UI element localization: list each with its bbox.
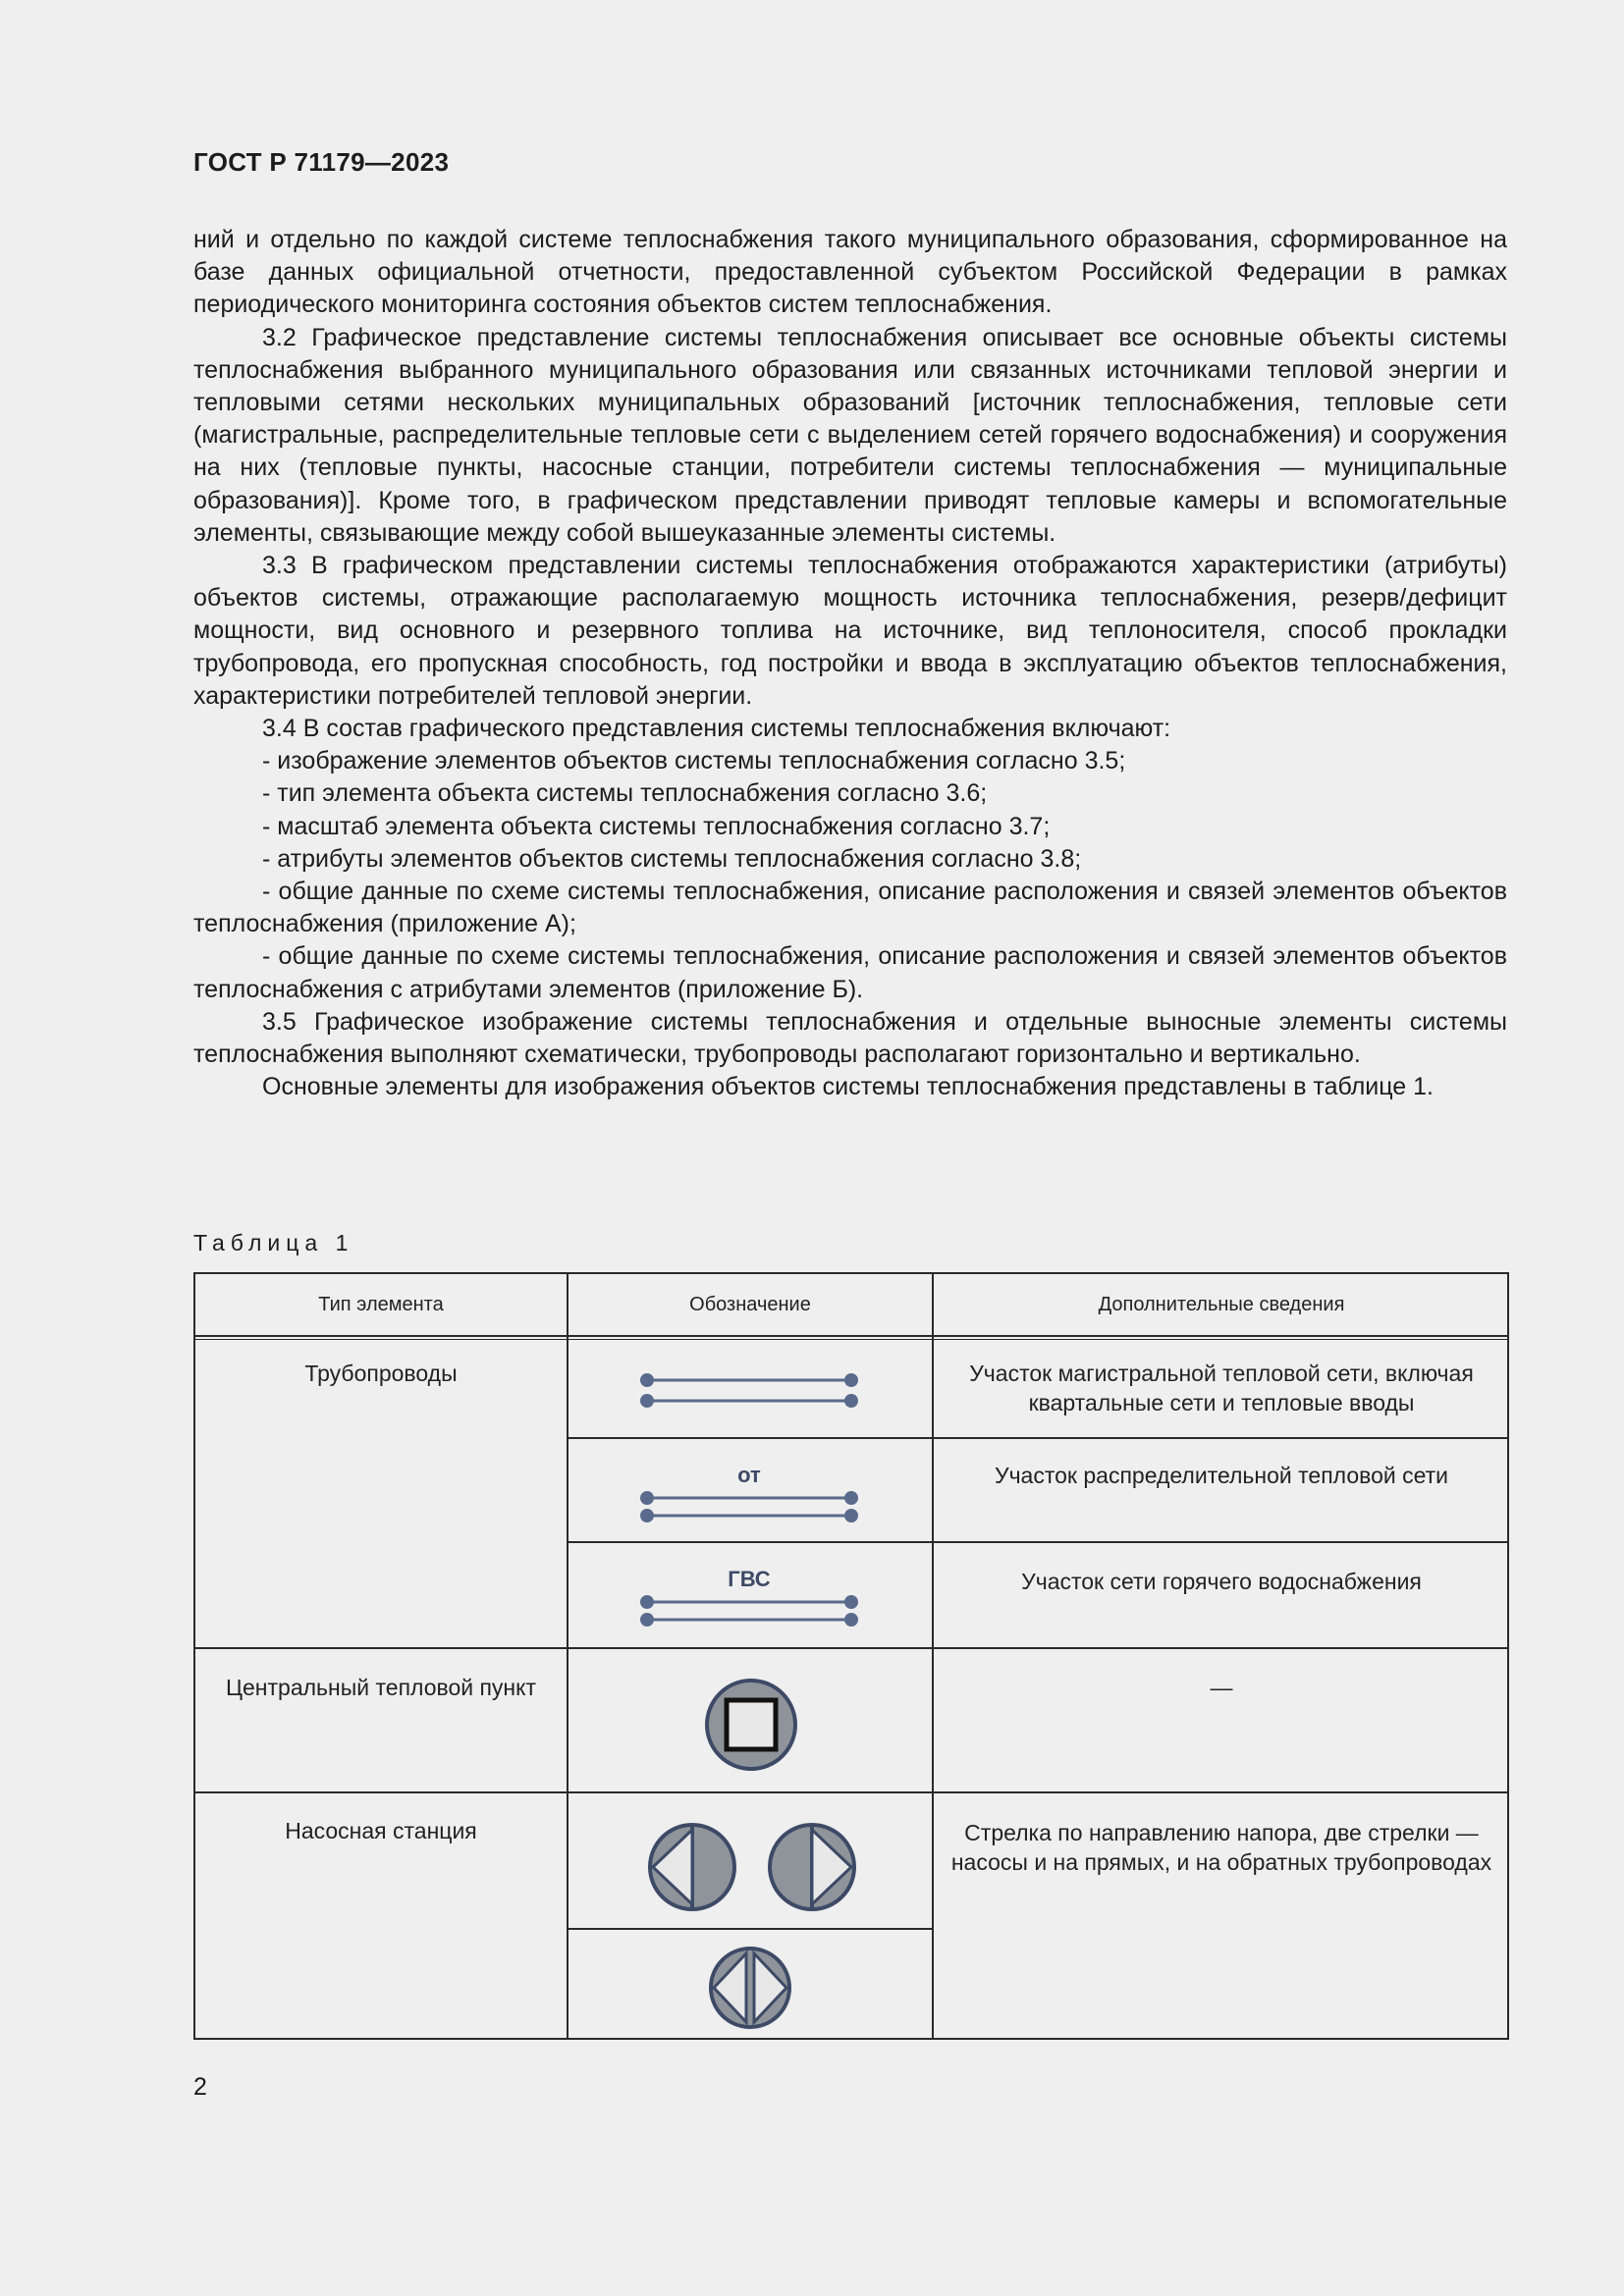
cell-ctp-info: — (1210, 1675, 1233, 1700)
paragraph-3-2: 3.2 Графическое представление системы теплоснабжения описывает все основные объекты системы теплоснабжения выбранного муниципального образования или связанных источниками тепловой энергии и тепловыми сетями нескольких муниципальных образований [источник теплоснабжения, тепловые сети (магистральные, распределительные тепловые сети с выделением сетей горячего водоснабжения) и сооружения на них (тепловые пункты, насосные станции, потребители системы теплоснабжения — муниципальные образования)]. Кроме того, в графическом представлении приводят тепловые камеры и вспомогательные элементы, связывающие между собой вышеуказанные элементы системы. (193, 323, 1507, 547)
pump-double-icon (706, 1944, 794, 2032)
column-divider (567, 1274, 568, 2038)
cell-dist-info: Участок распределительной тепловой сети (994, 1463, 1449, 1488)
header-info: Дополнительные сведения (1098, 1293, 1345, 1315)
row-divider (567, 1541, 1507, 1543)
header-rule (195, 1339, 1507, 1340)
hot-water-pipeline-icon (637, 1563, 873, 1631)
cell-pump: Насосная станция (285, 1818, 477, 1843)
distribution-pipeline-icon (637, 1459, 873, 1527)
cell-pipelines: Трубопроводы (304, 1361, 458, 1386)
header-rule (195, 1335, 1507, 1337)
distribution-pipeline-label: от (737, 1463, 761, 1487)
list-item: - тип элемента объекта системы теплоснабжения согласно 3.6; (262, 779, 988, 808)
hot-water-pipeline-label: ГВС (728, 1567, 771, 1591)
document-header: ГОСТ Р 71179—2023 (193, 147, 450, 177)
list-item: - атрибуты элементов объектов системы теплоснабжения согласно 3.8; (262, 844, 1082, 873)
paragraph-table-ref: Основные элементы для изображения объектов системы теплоснабжения представлены в таблице 1. (262, 1073, 1434, 1101)
list-item: - общие данные по схеме системы теплоснабжения, описание расположения и связей элементов объектов теплоснабжения с атрибутами элементов (приложение Б). (193, 942, 1507, 1003)
cell-pump-info: Стрелка по направлению напора, две стрелки — насосы и на прямых, и на обратных трубопроводах (950, 1820, 1492, 1875)
table-caption: Таблица 1 (193, 1230, 354, 1255)
list-item: - изображение элементов объектов системы теплоснабжения согласно 3.5; (262, 747, 1126, 775)
cell-hw-info: Участок сети горячего водоснабжения (1021, 1569, 1422, 1594)
paragraph-continuation: ний и отдельно по каждой системе теплоснабжения такого муниципального образования, сформированное на базе данных официальной отчетности, предоставленной субъектом Российской Федерации в рамках периодического мониторинга состояния объектов систем теплоснабжения. (193, 226, 1507, 319)
page-number: 2 (193, 2073, 207, 2101)
header-symbol: Обозначение (689, 1293, 811, 1315)
row-divider (567, 1437, 1507, 1439)
list-item: - общие данные по схеме системы теплоснабжения, описание расположения и связей элементов объектов теплоснабжения (приложение А); (193, 878, 1507, 938)
pump-right-icon (765, 1820, 859, 1914)
cell-ctp: Центральный тепловой пункт (226, 1675, 536, 1700)
body-text (193, 224, 1507, 1103)
paragraph-3-5: 3.5 Графическое изображение системы теплоснабжения и отдельные выносные элементы системы теплоснабжения выполняют схематически, трубопроводы располагают горизонтально и вертикально. (193, 1007, 1507, 1069)
heat-point-icon (703, 1677, 799, 1773)
row-divider (195, 1647, 1507, 1649)
pump-left-icon (645, 1820, 739, 1914)
table-1 (193, 1272, 1509, 2040)
paragraph-3-3: 3.3 В графическом представлении системы теплоснабжения отображаются характеристики (атрибуты) объектов системы, отражающие располагаемую мощность источника теплоснабжения, резерв/дефицит мощности, вид основного и резервного топлива на источнике, вид теплоносителя, способ прокладки трубопровода, его пропускная способность, год постройки и ввода в эксплуатацию объектов теплоснабжения, характеристики потребителей тепловой энергии. (193, 552, 1507, 710)
header-type: Тип элемента (318, 1293, 444, 1315)
paragraph-3-4: 3.4 В состав графического представления системы теплоснабжения включают: (262, 715, 1171, 743)
main-pipeline-icon (637, 1370, 873, 1414)
list-item: - масштаб элемента объекта системы теплоснабжения согласно 3.7; (262, 812, 1051, 840)
row-divider (195, 1791, 1507, 1793)
row-divider (567, 1928, 932, 1930)
cell-main-info: Участок магистральной тепловой сети, включая квартальные сети и тепловые вводы (969, 1361, 1474, 1415)
